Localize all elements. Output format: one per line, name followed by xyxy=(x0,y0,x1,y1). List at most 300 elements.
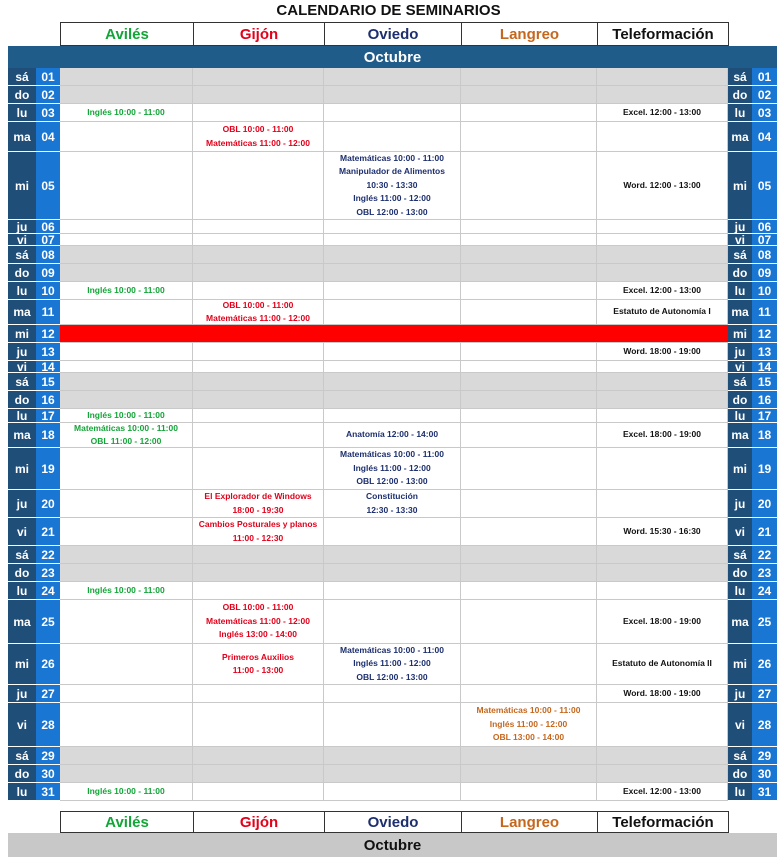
seminar-cell-09-3 xyxy=(324,264,461,282)
left-day-num-19: 19 xyxy=(36,448,60,490)
seminar-entry: OBL 12:00 - 13:00 xyxy=(356,671,428,682)
left-day-dow-29: sá xyxy=(8,747,36,765)
right-day-num-16: 16 xyxy=(752,391,777,409)
seminar-cell-19-4 xyxy=(461,448,597,490)
seminar-cell-08-4 xyxy=(461,246,597,264)
seminar-cell-20-3[interactable] xyxy=(324,490,461,518)
seminar-cell-11-1 xyxy=(60,300,193,325)
seminar-cell-25-4 xyxy=(461,600,597,644)
left-day-dow-26: mi xyxy=(8,644,36,685)
left-day-dow-10: lu xyxy=(8,282,36,300)
seminar-cell-19-5 xyxy=(597,448,728,490)
seminar-cell-25-1 xyxy=(60,600,193,644)
seminar-entry: OBL 10:00 - 11:00 xyxy=(222,300,294,310)
right-day-num-31: 31 xyxy=(752,783,777,801)
left-day-dow-24: lu xyxy=(8,582,36,600)
seminar-entry: 12:30 - 13:30 xyxy=(366,504,418,515)
seminar-cell-30-4 xyxy=(461,765,597,783)
left-day-num-11: 11 xyxy=(36,300,60,325)
seminar-cell-11-5[interactable] xyxy=(597,300,728,325)
seminar-cell-10-3 xyxy=(324,282,461,300)
seminar-cell-08-3 xyxy=(324,246,461,264)
seminar-cell-30-3 xyxy=(324,765,461,783)
seminar-cell-26-1 xyxy=(60,644,193,685)
right-day-dow-28: vi xyxy=(728,703,752,747)
left-day-num-26: 26 xyxy=(36,644,60,685)
right-day-dow-15: sá xyxy=(728,373,752,391)
left-day-num-18: 18 xyxy=(36,423,60,448)
seminar-entry: Anatomía 12:00 - 14:00 xyxy=(345,429,439,440)
left-day-num-10: 10 xyxy=(36,282,60,300)
left-day-dow-31: lu xyxy=(8,783,36,801)
left-day-dow-04: ma xyxy=(8,122,36,152)
seminar-cell-23-4 xyxy=(461,564,597,582)
seminar-entry: Word. 12:00 - 13:00 xyxy=(623,179,701,190)
left-day-dow-02: do xyxy=(8,86,36,104)
right-day-num-01: 01 xyxy=(752,68,777,86)
seminar-cell-09-4 xyxy=(461,264,597,282)
seminar-entry: Matemáticas 11:00 - 12:00 xyxy=(206,137,310,148)
left-day-dow-11: ma xyxy=(8,300,36,325)
seminar-cell-10-2 xyxy=(193,282,324,300)
month-header: Octubre xyxy=(8,46,777,68)
seminar-cell-02-2 xyxy=(193,86,324,104)
left-day-num-09: 09 xyxy=(36,264,60,282)
seminar-cell-27-1 xyxy=(60,685,193,703)
left-day-dow-12: mi xyxy=(8,325,36,343)
right-day-num-19: 19 xyxy=(752,448,777,490)
seminar-cell-14-1 xyxy=(60,361,193,373)
seminar-cell-13-1 xyxy=(60,343,193,361)
seminar-entry: Inglés 10:00 - 11:00 xyxy=(87,284,165,295)
footer-city-3: Oviedo xyxy=(324,811,462,833)
seminar-entry: Matemáticas 10:00 - 11:00 xyxy=(340,152,444,163)
right-day-dow-27: ju xyxy=(728,685,752,703)
left-day-num-02: 02 xyxy=(36,86,60,104)
seminar-cell-16-5 xyxy=(597,391,728,409)
seminar-cell-01-3 xyxy=(324,68,461,86)
seminar-entry: Excel. 18:00 - 19:00 xyxy=(623,615,701,626)
right-day-dow-26: mi xyxy=(728,644,752,685)
seminar-entry: Inglés 13:00 - 14:00 xyxy=(219,629,297,640)
right-day-dow-06: ju xyxy=(728,220,752,234)
left-day-num-21: 21 xyxy=(36,518,60,546)
seminar-cell-15-2 xyxy=(193,373,324,391)
right-day-dow-05: mi xyxy=(728,152,752,220)
right-day-num-12: 12 xyxy=(752,325,777,343)
seminar-entry: Excel. 18:00 - 19:00 xyxy=(623,429,701,440)
seminar-cell-05-4 xyxy=(461,152,597,220)
footer-city-1: Avilés xyxy=(60,811,194,833)
seminar-cell-19-1 xyxy=(60,448,193,490)
right-day-num-13: 13 xyxy=(752,343,777,361)
seminar-cell-27-2 xyxy=(193,685,324,703)
right-day-dow-25: ma xyxy=(728,600,752,644)
seminar-entry: OBL 10:00 - 11:00 xyxy=(222,124,294,134)
seminar-cell-24-4 xyxy=(461,582,597,600)
seminar-cell-24-1[interactable] xyxy=(60,582,193,600)
left-day-num-03: 03 xyxy=(36,104,60,122)
seminar-cell-10-4 xyxy=(461,282,597,300)
seminar-cell-21-4 xyxy=(461,518,597,546)
seminar-cell-23-5 xyxy=(597,564,728,582)
seminar-entry: El Explorador de Windows xyxy=(204,491,312,501)
seminar-cell-31-1[interactable] xyxy=(60,783,193,801)
seminar-cell-01-5 xyxy=(597,68,728,86)
seminar-cell-18-5[interactable] xyxy=(597,423,728,448)
seminar-cell-18-1[interactable] xyxy=(60,423,193,448)
seminar-entry: 11:00 - 12:30 xyxy=(232,532,284,543)
seminar-cell-04-1 xyxy=(60,122,193,152)
right-day-dow-01: sá xyxy=(728,68,752,86)
seminar-entry: Word. 18:00 - 19:00 xyxy=(623,345,701,356)
seminar-cell-23-1 xyxy=(60,564,193,582)
seminar-cell-14-5 xyxy=(597,361,728,373)
seminar-entry: Manipulador de Alimentos xyxy=(339,166,445,177)
holiday-row-12 xyxy=(60,325,728,343)
seminar-entry: 11:00 - 13:00 xyxy=(232,665,284,675)
seminar-cell-28-4[interactable] xyxy=(461,703,597,747)
seminar-cell-15-5 xyxy=(597,373,728,391)
right-day-num-05: 05 xyxy=(752,152,777,220)
right-day-num-18: 18 xyxy=(752,423,777,448)
seminar-entry: Excel. 12:00 - 13:00 xyxy=(623,106,701,117)
seminar-cell-31-5[interactable] xyxy=(597,783,728,801)
seminar-entry: Cambios Posturales y planos xyxy=(198,519,318,529)
right-day-num-25: 25 xyxy=(752,600,777,644)
seminar-cell-22-2 xyxy=(193,546,324,564)
seminar-cell-09-5 xyxy=(597,264,728,282)
seminar-cell-20-1 xyxy=(60,490,193,518)
seminar-cell-17-5 xyxy=(597,409,728,423)
seminar-entry: 10:30 - 13:30 xyxy=(366,179,418,190)
seminar-cell-22-4 xyxy=(461,546,597,564)
right-day-dow-14: vi xyxy=(728,361,752,373)
seminar-cell-26-5[interactable] xyxy=(597,644,728,685)
seminar-entry: Inglés 10:00 - 11:00 xyxy=(87,409,165,420)
seminar-cell-01-2 xyxy=(193,68,324,86)
header-city-1: Avilés xyxy=(60,22,194,46)
seminar-cell-21-2[interactable] xyxy=(193,518,324,546)
seminar-cell-20-2[interactable] xyxy=(193,490,324,518)
seminar-cell-11-3 xyxy=(324,300,461,325)
right-day-num-10: 10 xyxy=(752,282,777,300)
left-day-num-20: 20 xyxy=(36,490,60,518)
seminar-cell-02-3 xyxy=(324,86,461,104)
seminar-cell-03-2 xyxy=(193,104,324,122)
left-day-num-29: 29 xyxy=(36,747,60,765)
right-day-dow-09: do xyxy=(728,264,752,282)
seminar-cell-06-2 xyxy=(193,220,324,234)
seminar-entry: Inglés 11:00 - 12:00 xyxy=(353,193,431,204)
seminar-cell-25-5[interactable] xyxy=(597,600,728,644)
seminar-cell-24-5 xyxy=(597,582,728,600)
left-day-dow-13: ju xyxy=(8,343,36,361)
left-day-dow-08: sá xyxy=(8,246,36,264)
seminar-entry: Inglés 11:00 - 12:00 xyxy=(353,658,431,669)
seminar-cell-28-3 xyxy=(324,703,461,747)
right-day-dow-08: sá xyxy=(728,246,752,264)
seminar-cell-23-2 xyxy=(193,564,324,582)
seminar-cell-09-2 xyxy=(193,264,324,282)
left-day-dow-28: vi xyxy=(8,703,36,747)
header-city-4: Langreo xyxy=(461,22,598,46)
seminar-cell-08-2 xyxy=(193,246,324,264)
seminar-cell-14-2 xyxy=(193,361,324,373)
seminar-cell-29-1 xyxy=(60,747,193,765)
seminar-cell-16-2 xyxy=(193,391,324,409)
left-day-dow-06: ju xyxy=(8,220,36,234)
right-day-num-27: 27 xyxy=(752,685,777,703)
seminar-entry: Primeros Auxilios xyxy=(222,651,294,662)
right-day-num-06: 06 xyxy=(752,220,777,234)
left-day-dow-17: lu xyxy=(8,409,36,423)
right-day-num-11: 11 xyxy=(752,300,777,325)
seminar-cell-29-2 xyxy=(193,747,324,765)
seminar-cell-17-4 xyxy=(461,409,597,423)
seminar-cell-27-5[interactable] xyxy=(597,685,728,703)
seminar-cell-19-3[interactable] xyxy=(324,448,461,490)
seminar-entry: Matemáticas 10:00 - 11:00 xyxy=(340,449,444,460)
seminar-cell-11-2[interactable] xyxy=(193,300,324,325)
seminar-cell-01-4 xyxy=(461,68,597,86)
seminar-entry: OBL 13:00 - 14:00 xyxy=(492,732,565,743)
seminar-cell-15-3 xyxy=(324,373,461,391)
left-day-num-24: 24 xyxy=(36,582,60,600)
seminar-entry: 18:00 - 19:30 xyxy=(232,504,284,515)
seminar-cell-26-3[interactable] xyxy=(324,644,461,685)
seminar-cell-15-4 xyxy=(461,373,597,391)
seminar-entry: Inglés 10:00 - 11:00 xyxy=(87,584,165,595)
seminar-cell-02-4 xyxy=(461,86,597,104)
seminar-entry: Matemáticas 11:00 - 12:00 xyxy=(206,313,310,323)
seminar-cell-03-5[interactable] xyxy=(597,104,728,122)
seminar-cell-25-3 xyxy=(324,600,461,644)
seminar-cell-07-3 xyxy=(324,234,461,246)
month-footer: Octubre xyxy=(8,833,777,857)
left-day-dow-16: do xyxy=(8,391,36,409)
seminar-cell-13-3 xyxy=(324,343,461,361)
seminar-cell-01-1 xyxy=(60,68,193,86)
seminar-cell-21-3 xyxy=(324,518,461,546)
seminar-entry: Inglés 11:00 - 12:00 xyxy=(489,718,568,729)
seminar-cell-06-4 xyxy=(461,220,597,234)
right-day-dow-30: do xyxy=(728,765,752,783)
seminar-cell-21-1 xyxy=(60,518,193,546)
left-day-dow-03: lu xyxy=(8,104,36,122)
right-day-num-17: 17 xyxy=(752,409,777,423)
left-day-num-07: 07 xyxy=(36,234,60,246)
seminar-cell-05-3[interactable] xyxy=(324,152,461,220)
left-day-num-13: 13 xyxy=(36,343,60,361)
seminar-cell-02-1 xyxy=(60,86,193,104)
left-day-dow-21: vi xyxy=(8,518,36,546)
left-day-dow-22: sá xyxy=(8,546,36,564)
left-day-num-16: 16 xyxy=(36,391,60,409)
seminar-cell-13-4 xyxy=(461,343,597,361)
seminar-cell-03-1[interactable] xyxy=(60,104,193,122)
seminar-cell-11-4 xyxy=(461,300,597,325)
right-day-dow-20: ju xyxy=(728,490,752,518)
right-day-dow-02: do xyxy=(728,86,752,104)
left-day-dow-05: mi xyxy=(8,152,36,220)
seminar-cell-25-2[interactable] xyxy=(193,600,324,644)
seminar-cell-22-1 xyxy=(60,546,193,564)
seminar-cell-24-2 xyxy=(193,582,324,600)
right-day-dow-23: do xyxy=(728,564,752,582)
seminar-cell-29-3 xyxy=(324,747,461,765)
seminar-cell-24-3 xyxy=(324,582,461,600)
seminar-cell-28-1 xyxy=(60,703,193,747)
right-day-dow-18: ma xyxy=(728,423,752,448)
left-day-num-12: 12 xyxy=(36,325,60,343)
seminar-cell-30-5 xyxy=(597,765,728,783)
seminar-entry: Matemáticas 10:00 - 11:00 xyxy=(476,705,581,716)
right-day-num-04: 04 xyxy=(752,122,777,152)
seminar-cell-18-4 xyxy=(461,423,597,448)
seminar-cell-18-2 xyxy=(193,423,324,448)
left-day-num-17: 17 xyxy=(36,409,60,423)
right-day-dow-13: ju xyxy=(728,343,752,361)
right-day-num-07: 07 xyxy=(752,234,777,246)
seminar-entry: Word. 18:00 - 19:00 xyxy=(623,687,701,698)
seminar-cell-07-4 xyxy=(461,234,597,246)
left-day-dow-23: do xyxy=(8,564,36,582)
seminar-cell-05-2 xyxy=(193,152,324,220)
seminar-cell-05-5[interactable] xyxy=(597,152,728,220)
seminar-entry: Constitución xyxy=(366,491,418,501)
left-day-dow-19: mi xyxy=(8,448,36,490)
seminar-cell-05-1 xyxy=(60,152,193,220)
right-day-num-02: 02 xyxy=(752,86,777,104)
seminar-cell-29-4 xyxy=(461,747,597,765)
seminar-cell-31-3 xyxy=(324,783,461,801)
seminar-cell-04-4 xyxy=(461,122,597,152)
seminar-entry: Matemáticas 11:00 - 12:00 xyxy=(206,615,310,626)
footer-city-2: Gijón xyxy=(193,811,325,833)
left-day-num-05: 05 xyxy=(36,152,60,220)
seminar-cell-10-5[interactable] xyxy=(597,282,728,300)
header-city-5: Teleformación xyxy=(597,22,729,46)
right-day-dow-19: mi xyxy=(728,448,752,490)
left-day-num-14: 14 xyxy=(36,361,60,373)
seminar-cell-15-1 xyxy=(60,373,193,391)
seminar-cell-13-5[interactable] xyxy=(597,343,728,361)
right-day-dow-11: ma xyxy=(728,300,752,325)
seminar-entry: OBL 10:00 - 11:00 xyxy=(222,602,294,613)
header-city-2: Gijón xyxy=(193,22,325,46)
right-day-dow-31: lu xyxy=(728,783,752,801)
seminar-entry: Excel. 12:00 - 13:00 xyxy=(623,284,701,295)
seminar-cell-20-4 xyxy=(461,490,597,518)
left-day-dow-18: ma xyxy=(8,423,36,448)
left-day-num-25: 25 xyxy=(36,600,60,644)
right-day-dow-21: vi xyxy=(728,518,752,546)
right-day-dow-07: vi xyxy=(728,234,752,246)
left-day-dow-14: vi xyxy=(8,361,36,373)
right-day-dow-12: mi xyxy=(728,325,752,343)
right-day-num-28: 28 xyxy=(752,703,777,747)
header-city-3: Oviedo xyxy=(324,22,462,46)
right-day-dow-03: lu xyxy=(728,104,752,122)
seminar-cell-16-1 xyxy=(60,391,193,409)
seminar-cell-18-3[interactable] xyxy=(324,423,461,448)
right-day-num-03: 03 xyxy=(752,104,777,122)
seminar-cell-22-5 xyxy=(597,546,728,564)
seminar-cell-04-2[interactable] xyxy=(193,122,324,152)
right-day-num-24: 24 xyxy=(752,582,777,600)
right-day-dow-16: do xyxy=(728,391,752,409)
seminar-cell-08-1 xyxy=(60,246,193,264)
right-day-num-15: 15 xyxy=(752,373,777,391)
left-day-dow-09: do xyxy=(8,264,36,282)
seminar-cell-16-4 xyxy=(461,391,597,409)
right-day-num-20: 20 xyxy=(752,490,777,518)
seminar-cell-04-5 xyxy=(597,122,728,152)
left-day-num-22: 22 xyxy=(36,546,60,564)
seminar-entry: Estatuto de Autonomía II xyxy=(612,658,712,669)
left-day-num-30: 30 xyxy=(36,765,60,783)
seminar-entry: OBL 12:00 - 13:00 xyxy=(356,206,428,217)
seminar-cell-22-3 xyxy=(324,546,461,564)
right-day-dow-22: sá xyxy=(728,546,752,564)
left-day-num-06: 06 xyxy=(36,220,60,234)
seminar-cell-07-5 xyxy=(597,234,728,246)
left-day-num-31: 31 xyxy=(36,783,60,801)
right-day-dow-24: lu xyxy=(728,582,752,600)
seminar-cell-26-2[interactable] xyxy=(193,644,324,685)
left-day-num-28: 28 xyxy=(36,703,60,747)
seminar-entry: Inglés 10:00 - 11:00 xyxy=(87,106,165,117)
left-day-dow-20: ju xyxy=(8,490,36,518)
right-day-dow-29: sá xyxy=(728,747,752,765)
right-day-num-21: 21 xyxy=(752,518,777,546)
seminar-cell-06-5 xyxy=(597,220,728,234)
seminar-cell-23-3 xyxy=(324,564,461,582)
seminar-cell-06-3 xyxy=(324,220,461,234)
seminar-cell-19-2 xyxy=(193,448,324,490)
seminar-entry: Matemáticas 10:00 - 11:00 xyxy=(74,423,178,433)
right-day-num-22: 22 xyxy=(752,546,777,564)
left-day-num-15: 15 xyxy=(36,373,60,391)
seminar-cell-21-5[interactable] xyxy=(597,518,728,546)
seminar-cell-17-2 xyxy=(193,409,324,423)
seminar-cell-10-1[interactable] xyxy=(60,282,193,300)
left-day-dow-27: ju xyxy=(8,685,36,703)
seminar-cell-14-4 xyxy=(461,361,597,373)
right-day-num-30: 30 xyxy=(752,765,777,783)
seminar-cell-16-3 xyxy=(324,391,461,409)
right-day-num-09: 09 xyxy=(752,264,777,282)
seminar-cell-29-5 xyxy=(597,747,728,765)
footer-city-4: Langreo xyxy=(461,811,598,833)
seminar-entry: Inglés 10:00 - 11:00 xyxy=(87,785,165,796)
seminar-cell-17-3 xyxy=(324,409,461,423)
right-day-num-14: 14 xyxy=(752,361,777,373)
seminar-cell-07-2 xyxy=(193,234,324,246)
left-day-dow-15: sá xyxy=(8,373,36,391)
seminar-cell-06-1 xyxy=(60,220,193,234)
seminar-entry: Word. 15:30 - 16:30 xyxy=(623,525,701,536)
seminar-cell-30-1 xyxy=(60,765,193,783)
seminar-cell-26-4 xyxy=(461,644,597,685)
seminar-entry: Excel. 12:00 - 13:00 xyxy=(623,785,701,796)
left-day-num-04: 04 xyxy=(36,122,60,152)
seminar-cell-03-3 xyxy=(324,104,461,122)
right-day-num-26: 26 xyxy=(752,644,777,685)
left-day-dow-01: sá xyxy=(8,68,36,86)
seminar-cell-17-1[interactable] xyxy=(60,409,193,423)
